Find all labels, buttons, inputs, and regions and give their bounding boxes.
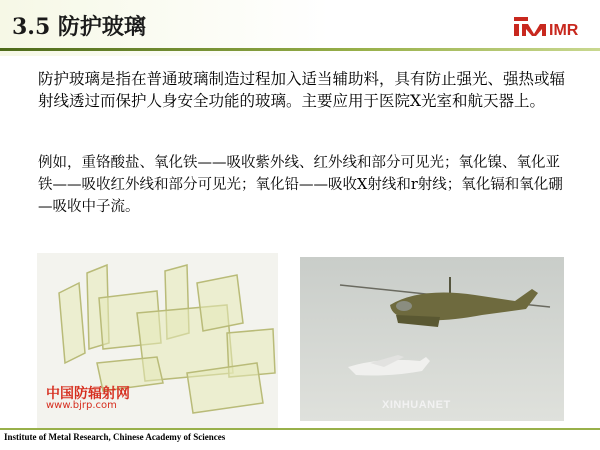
helicopter-airplane-photo [300, 257, 564, 421]
paragraph-definition: 防护玻璃是指在普通玻璃制造过程加入适当辅助料，具有防止强光、强热或辐射线透过而保护人身安全功能的玻璃。主要应用于医院X光室和航天器上。 [38, 70, 566, 110]
image1-url: www.bjrp.com [46, 400, 117, 411]
paragraph-examples: 例如，重铬酸盐、氧化铁——吸收紫外线、红外线和部分可见光；氧化镍、氧化亚铁——吸收红外线和部分可见光；氧化铅——吸收X射线和r射线；氧化镉和氧化硼—吸收中子流。 [38, 155, 563, 215]
slide-title: 3.5 防护玻璃 [12, 14, 146, 40]
title-divider [0, 48, 600, 51]
image2-watermark: XINHUANET [382, 399, 451, 411]
image1-watermark: 中国防辐射网 [46, 386, 130, 402]
imr-logo [512, 14, 582, 38]
footer-divider [0, 428, 600, 430]
logo-text: IMR [549, 22, 579, 38]
footer-text: Institute of Metal Research, Chinese Academy of Sciences [4, 432, 226, 442]
